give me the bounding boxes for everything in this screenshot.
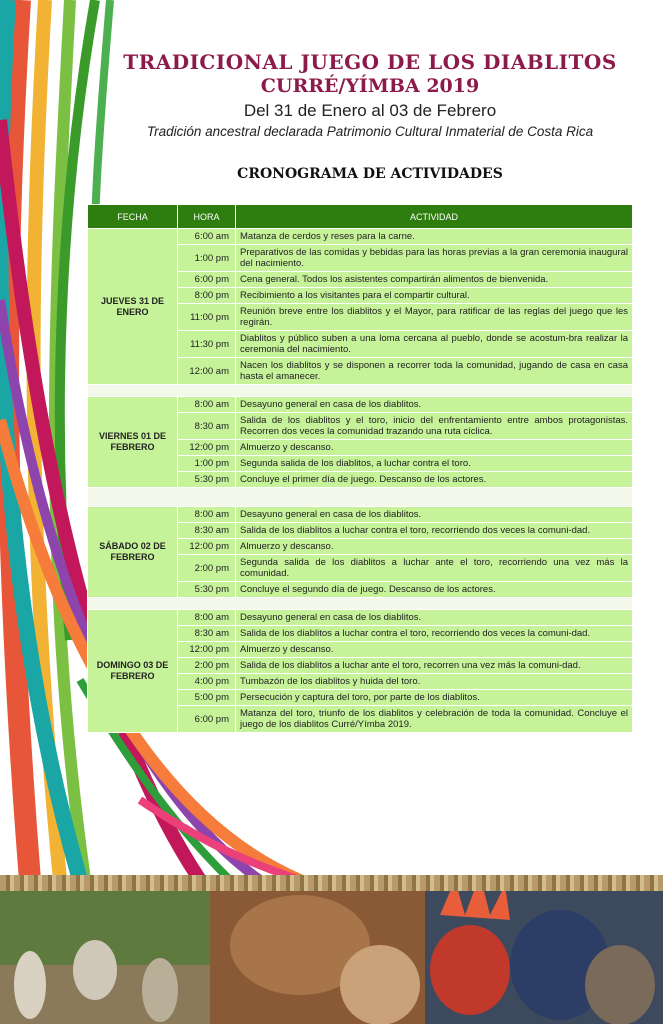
time-cell: 1:00 pm	[178, 456, 236, 472]
activity-cell: Salida de los diablitos a luchar contra el toro, recorriendo dos veces la comuni-dad.	[236, 626, 633, 642]
activity-cell: Concluye el primer día de juego. Descanso de los actores.	[236, 472, 633, 488]
time-cell: 8:30 am	[178, 523, 236, 539]
woven-border-strip	[0, 875, 663, 891]
activity-cell: Almuerzo y descanso.	[236, 539, 633, 555]
activity-cell: Segunda salida de los diablitos a luchar ante el toro, recorriendo una vez más la comunidad.	[236, 555, 633, 582]
time-cell: 12:00 pm	[178, 642, 236, 658]
time-cell: 5:00 pm	[178, 690, 236, 706]
table-row	[88, 229, 633, 245]
activity-cell: Salida de los diablitos y el toro, inicio del enfrentamiento entre ambos protagonistas. Recorren dos veces la comunidad trazando una ruta cíclica.	[236, 413, 633, 440]
event-dates: Del 31 de Enero al 03 de Febrero	[243, 101, 497, 120]
time-cell: 8:00 am	[178, 397, 236, 413]
activity-cell: Desayuno general en casa de los diablitos.	[236, 507, 633, 523]
day-label: SÁBADO 02 DE FEBRERO	[88, 507, 178, 598]
tagline: Tradición ancestral declarada Patrimonio Cultural Inmaterial de Costa Rica	[146, 124, 594, 139]
poster-title: TRADICIONAL JUEGO DE LOS DIABLITOS	[123, 50, 617, 74]
activity-cell: Concluye el segundo día de juego. Descanso de los actores.	[236, 582, 633, 598]
activity-cell: Tumbazón de los diablitos y huida del toro.	[236, 674, 633, 690]
activity-cell: Salida de los diablitos a luchar ante el toro, recorren una vez más la comuni-dad.	[236, 658, 633, 674]
poster-subtitle: CURRÉ/YÍMBA 2019	[260, 75, 480, 97]
time-cell: 2:00 pm	[178, 555, 236, 582]
day-separator	[88, 385, 633, 397]
time-cell: 12:00 pm	[178, 539, 236, 555]
day-label: DOMINGO 03 DE FEBRERO	[88, 610, 178, 733]
day-label: JUEVES 31 DE ENERO	[88, 229, 178, 385]
time-cell: 5:30 pm	[178, 472, 236, 488]
time-cell: 2:00 pm	[178, 658, 236, 674]
time-cell: 8:00 pm	[178, 288, 236, 304]
header-fecha: FECHA	[88, 205, 178, 229]
time-cell: 8:30 am	[178, 626, 236, 642]
schedule-title: CRONOGRAMA DE ACTIVIDADES	[237, 166, 503, 182]
time-cell: 1:00 pm	[178, 245, 236, 272]
activity-cell: Segunda salida de los diablitos, a luchar contra el toro.	[236, 456, 633, 472]
activity-cell: Desayuno general en casa de los diablitos.	[236, 610, 633, 626]
activity-cell: Cena general. Todos los asistentes compartirán alimentos de bienvenida.	[236, 272, 633, 288]
activity-cell: Matanza del toro, triunfo de los diablitos y celebración de toda la comunidad. Concluye el juego de los diablitos Curré/Yímba 2019.	[236, 706, 633, 733]
day-label: VIERNES 01 DE FEBRERO	[88, 397, 178, 488]
time-cell: 11:30 pm	[178, 331, 236, 358]
time-cell: 12:00 pm	[178, 440, 236, 456]
activity-cell: Persecución y captura del toro, por parte de los diablitos.	[236, 690, 633, 706]
schedule-table	[87, 204, 633, 733]
activity-cell: Nacen los diablitos y se disponen a recorrer toda la comunidad, jugando de casa en casa hasta el amanecer.	[236, 358, 633, 385]
photo-collage	[0, 875, 663, 1024]
activity-cell: Matanza de cerdos y reses para la carne.	[236, 229, 633, 245]
time-cell: 6:00 pm	[178, 706, 236, 733]
table-row	[88, 397, 633, 413]
time-cell: 8:00 am	[178, 610, 236, 626]
activity-cell: Salida de los diablitos a luchar contra el toro, recorriendo dos veces la comuni-dad.	[236, 523, 633, 539]
time-cell: 8:30 am	[178, 413, 236, 440]
time-cell: 11:00 pm	[178, 304, 236, 331]
table-header-row	[88, 205, 633, 229]
activity-cell: Almuerzo y descanso.	[236, 642, 633, 658]
activity-cell: Recibimiento a los visitantes para el compartir cultural.	[236, 288, 633, 304]
time-cell: 5:30 pm	[178, 582, 236, 598]
time-cell: 12:00 am	[178, 358, 236, 385]
table-row	[88, 610, 633, 626]
activity-cell: Preparativos de las comidas y bebidas para las horas previas a la gran ceremonia inaugural del nacimiento.	[236, 245, 633, 272]
time-cell: 4:00 pm	[178, 674, 236, 690]
activity-cell: Desayuno general en casa de los diablitos.	[236, 397, 633, 413]
header-actividad: ACTIVIDAD	[236, 205, 633, 229]
time-cell: 6:00 pm	[178, 272, 236, 288]
time-cell: 6:00 am	[178, 229, 236, 245]
table-row	[88, 507, 633, 523]
activity-cell: Almuerzo y descanso.	[236, 440, 633, 456]
activity-cell: Diablitos y público suben a una loma cercana al pueblo, donde se acostum-bra realizar la ceremonia del nacimiento.	[236, 331, 633, 358]
time-cell: 8:00 am	[178, 507, 236, 523]
festival-photos-illustration	[0, 875, 663, 1024]
activity-cell: Reunión breve entre los diablitos y el Mayor, para ratificar de las reglas del juego que les regirán.	[236, 304, 633, 331]
day-separator	[88, 598, 633, 610]
day-separator	[88, 488, 633, 507]
header-hora: HORA	[178, 205, 236, 229]
